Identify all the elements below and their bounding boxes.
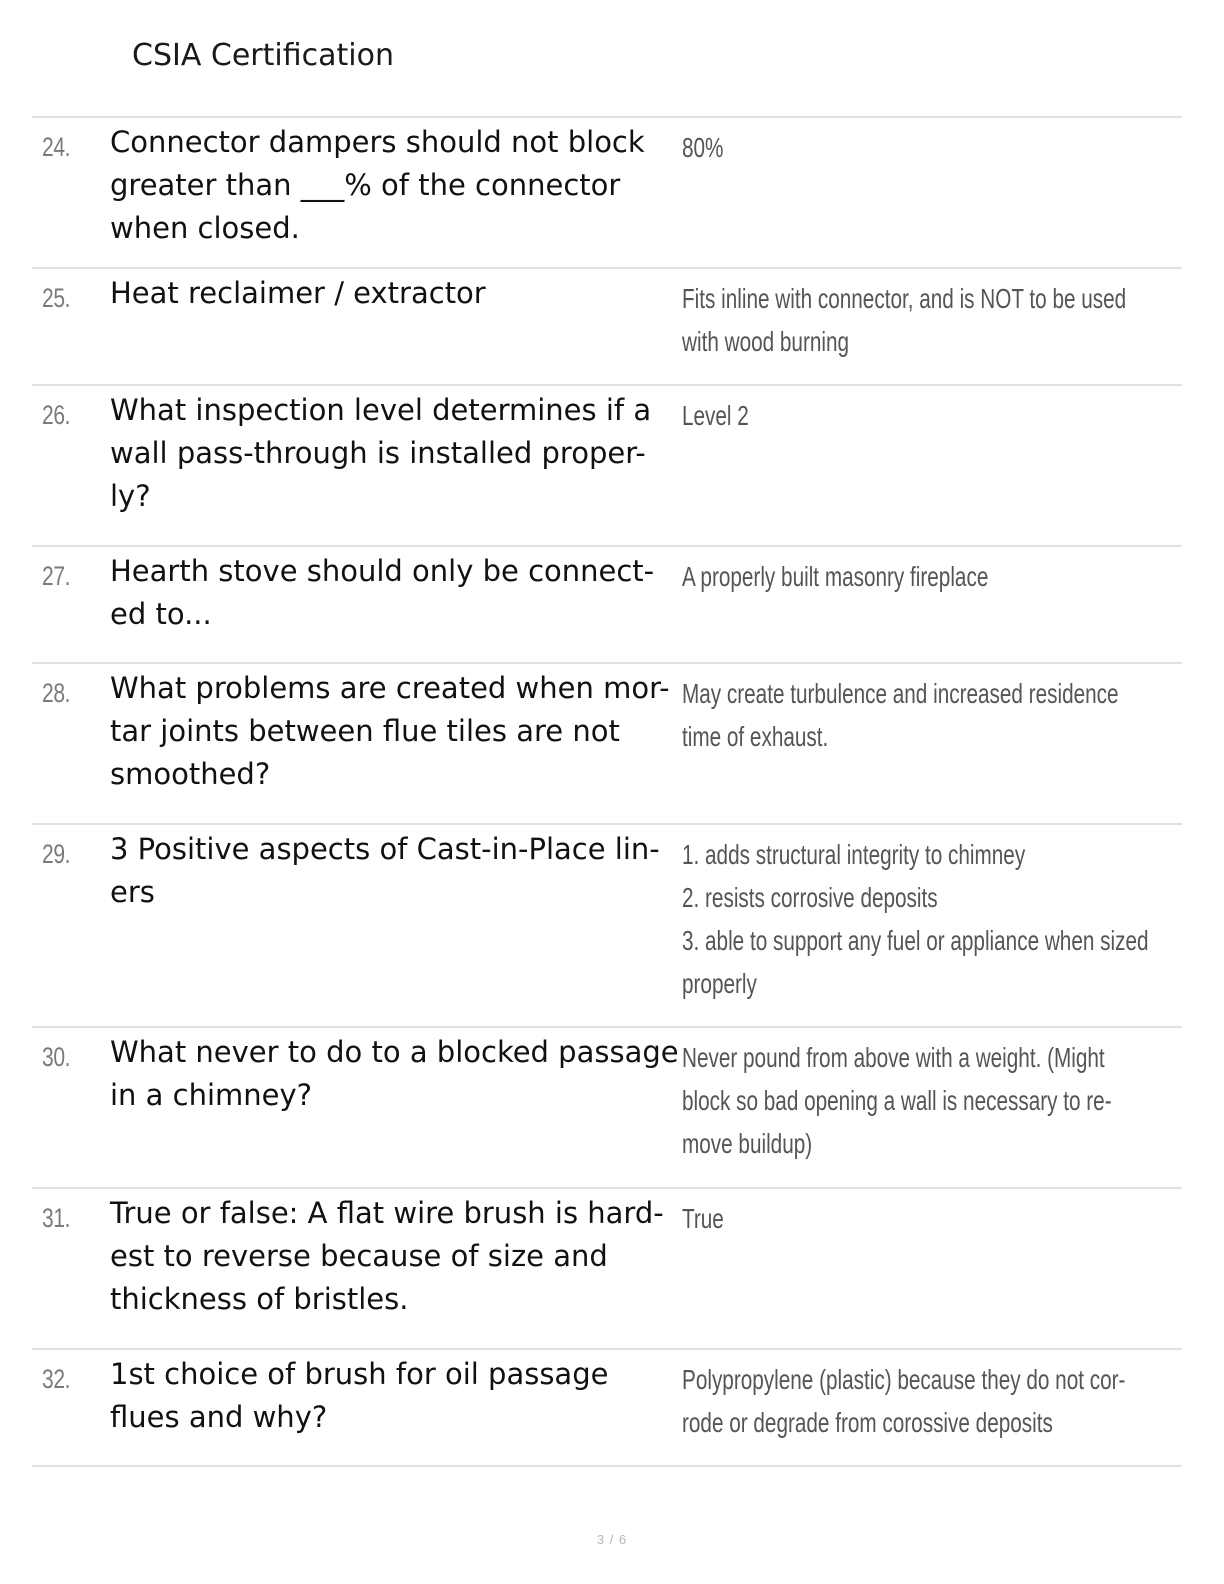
card-term: 3 Positive aspects of Cast-in-Place lin-ers bbox=[110, 832, 660, 909]
flashcard-row bbox=[32, 825, 1182, 1028]
card-definition: Fits inline with connector, and is NOT to be used with wood burning bbox=[682, 283, 1127, 357]
card-number: 28. bbox=[42, 678, 71, 708]
card-number: 25. bbox=[42, 283, 71, 313]
card-term: Hearth stove should only be connect-ed to... bbox=[110, 554, 655, 631]
card-number: 26. bbox=[42, 400, 71, 430]
card-definition: May create turbulence and increased residence time of exhaust. bbox=[682, 678, 1119, 752]
flashcard-row bbox=[32, 547, 1182, 664]
card-term: Heat reclaimer / extractor bbox=[110, 276, 486, 310]
card-definition: Level 2 bbox=[682, 400, 749, 431]
flashcard-row bbox=[32, 664, 1182, 825]
card-definition: True bbox=[682, 1203, 724, 1234]
card-definition: Polypropylene (plastic) because they do not cor-rode or degrade from corossive deposits bbox=[682, 1364, 1126, 1438]
flashcard-row bbox=[32, 1028, 1182, 1189]
card-term: What inspection level determines if a wall pass-through is installed proper-ly? bbox=[110, 393, 652, 513]
card-definition: A properly built masonry fireplace bbox=[682, 561, 989, 592]
card-number: 29. bbox=[42, 839, 71, 869]
page-counter: 3 / 6 bbox=[596, 1532, 628, 1547]
flashcard-list bbox=[32, 116, 1182, 1467]
card-term: True or false: A flat wire brush is hard-est to reverse because of size and thickness of bristles. bbox=[110, 1196, 664, 1316]
flashcard-row bbox=[32, 1189, 1182, 1350]
card-definition: 80% bbox=[682, 132, 724, 163]
card-number: 24. bbox=[42, 132, 71, 162]
flashcard-row bbox=[32, 118, 1182, 269]
document-title: CSIA Certification bbox=[132, 38, 394, 73]
flashcard-row bbox=[32, 269, 1182, 386]
flashcard-row bbox=[32, 1350, 1182, 1467]
card-number: 30. bbox=[42, 1042, 71, 1072]
card-term: What problems are created when mor-tar joints between flue tiles are not smoothed? bbox=[110, 671, 670, 791]
card-number: 32. bbox=[42, 1364, 71, 1394]
card-term: What never to do to a blocked passage in a chimney? bbox=[110, 1035, 679, 1112]
card-number: 31. bbox=[42, 1203, 71, 1233]
card-term: 1st choice of brush for oil passage flues and why? bbox=[110, 1357, 609, 1434]
card-term: Connector dampers should not block greater than ___% of the connector when closed. bbox=[110, 125, 645, 245]
card-definition: Never pound from above with a weight. (Might block so bad opening a wall is necessary to re-move buildup) bbox=[682, 1042, 1112, 1159]
flashcard-row bbox=[32, 386, 1182, 547]
card-definition: 1. adds structural integrity to chimney 2. resists corrosive deposits 3. able to support any fuel or appliance when sized properly bbox=[682, 839, 1149, 999]
card-number: 27. bbox=[42, 561, 71, 591]
